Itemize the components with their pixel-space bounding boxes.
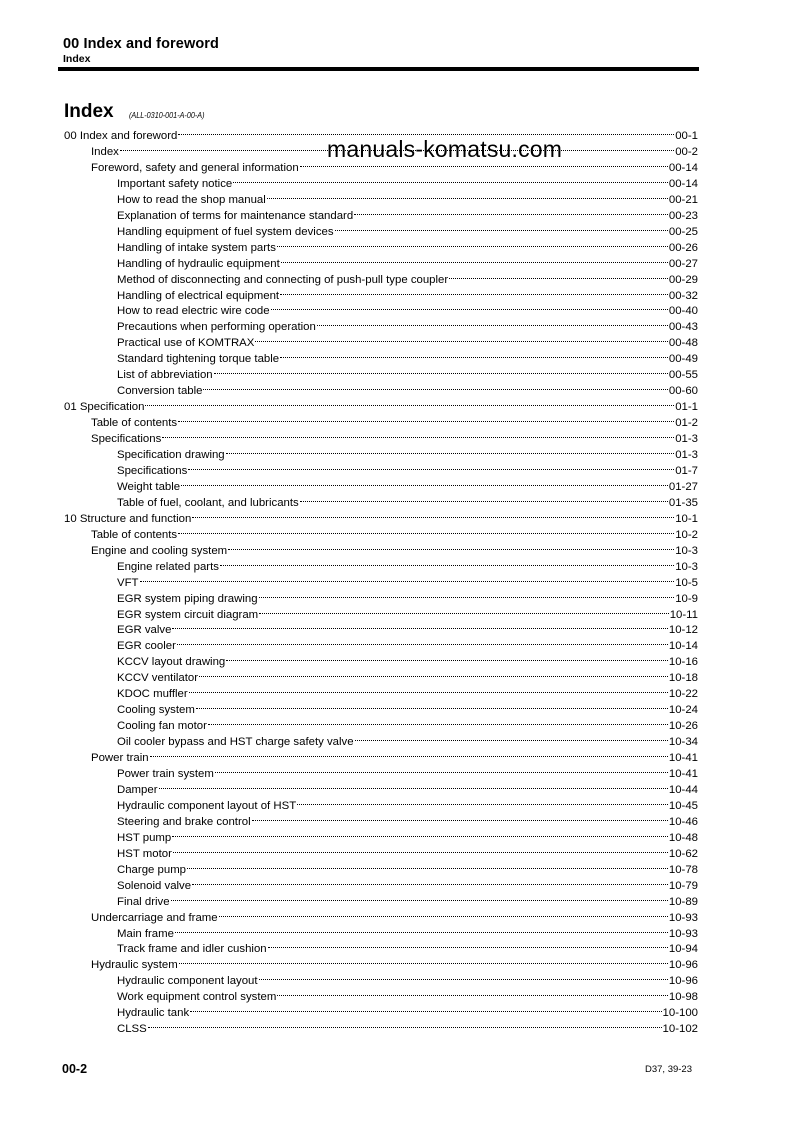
toc-dot-leader <box>189 681 668 697</box>
toc-dot-leader <box>226 442 675 458</box>
toc-entry-title: Foreword, safety and general information <box>91 161 299 174</box>
toc-entry-title: Damper <box>117 783 158 796</box>
toc-entry-title: Undercarriage and frame <box>91 911 218 924</box>
toc-entry-page: 10-14 <box>668 640 698 653</box>
toc-entry-title: HST motor <box>117 847 172 860</box>
toc-entry-title: Practical use of KOMTRAX <box>117 337 255 350</box>
toc-dot-leader <box>220 554 674 570</box>
toc-entry-title: How to read the shop manual <box>117 193 266 206</box>
toc-dot-leader <box>172 825 668 841</box>
toc-entry-page: 00-55 <box>668 369 698 382</box>
toc-entry[interactable] <box>91 905 698 924</box>
watermark: manuals-komatsu.com <box>327 136 563 162</box>
toc-entry-title: EGR system piping drawing <box>117 592 258 605</box>
toc-entry[interactable] <box>64 394 698 414</box>
toc-entry-title: Table of fuel, coolant, and lubricants <box>117 496 299 509</box>
toc-dot-leader <box>449 267 668 283</box>
toc-entry[interactable] <box>91 426 698 446</box>
toc-entry[interactable] <box>117 235 698 254</box>
toc-dot-leader <box>162 426 674 442</box>
toc-entry-page: 00-27 <box>668 257 698 270</box>
toc-entry-title: Power train <box>91 752 149 765</box>
toc-entry[interactable] <box>117 649 698 669</box>
toc-entry-title: VFT <box>117 576 139 589</box>
toc-entry-title: Handling of intake system parts <box>117 241 276 254</box>
toc-entry[interactable] <box>117 1016 698 1036</box>
toc-entry[interactable] <box>117 378 698 398</box>
toc-entry-title: Standard tightening torque table <box>117 353 280 366</box>
toc-entry-title: Hydraulic component layout of HST <box>117 799 297 812</box>
toc-entry[interactable] <box>91 745 698 765</box>
toc-entry-title: Specifications <box>117 464 188 477</box>
toc-entry-title: KDOC muffler <box>117 688 188 701</box>
toc-entry-title: Power train system <box>117 768 214 780</box>
toc-entry-title: Solenoid valve <box>117 879 192 892</box>
toc-entry-page: 00-25 <box>668 225 698 238</box>
toc-dot-leader <box>145 394 674 410</box>
toc-dot-leader <box>190 1000 661 1016</box>
toc-dot-leader <box>171 889 668 905</box>
toc-entry-page: 00-1 <box>675 130 698 142</box>
toc-dot-leader <box>354 203 668 219</box>
toc-entry-title: Steering and brake control <box>117 815 251 828</box>
toc-dot-leader <box>150 745 668 761</box>
toc-entry[interactable] <box>117 968 698 988</box>
toc-entry-page: 10-94 <box>668 943 698 956</box>
toc-entry-title: Specification drawing <box>117 449 225 461</box>
toc-entry-page: 00-26 <box>668 241 698 254</box>
toc-dot-leader <box>178 410 674 426</box>
toc-dot-leader <box>259 968 668 984</box>
toc-entry-page: 10-5 <box>675 576 698 589</box>
toc-dot-leader <box>175 921 668 937</box>
toc-dot-leader <box>281 251 668 267</box>
toc-dot-leader <box>335 219 668 235</box>
toc-entry-page: 00-21 <box>668 193 698 206</box>
toc-entry-page: 10-12 <box>668 624 698 637</box>
toc-entry[interactable] <box>117 617 698 637</box>
footer-page-number: 00-2 <box>62 1062 88 1076</box>
toc-entry-page: 10-18 <box>668 672 698 685</box>
toc-entry-title: 10 Structure and function <box>64 512 192 525</box>
toc-entry-title: HST pump <box>117 831 172 844</box>
toc-entry[interactable] <box>117 474 698 493</box>
toc-dot-leader <box>208 713 668 729</box>
toc-entry-title: Table of contents <box>91 528 178 541</box>
toc-entry[interactable] <box>117 936 698 956</box>
toc-entry[interactable] <box>117 665 698 685</box>
toc-entry[interactable] <box>117 283 698 302</box>
toc-entry-title: List of abbreviation <box>117 369 213 382</box>
toc-entry[interactable] <box>117 873 698 892</box>
toc-entry-page: 10-16 <box>668 656 698 669</box>
toc-entry-page: 00-2 <box>675 145 698 158</box>
toc-entry-page: 10-1 <box>675 512 698 525</box>
toc-entry-title: How to read electric wire code <box>117 305 270 318</box>
toc-entry-title: Handling equipment of fuel system devices <box>117 225 334 238</box>
toc-entry-page: 10-41 <box>668 768 698 780</box>
toc-entry-title: Index <box>91 145 119 158</box>
toc-dot-leader <box>219 905 668 921</box>
toc-entry[interactable] <box>117 761 698 780</box>
toc-entry-page: 10-34 <box>668 736 698 749</box>
toc-entry-page: 01-3 <box>675 433 698 446</box>
toc-dot-leader <box>300 490 668 506</box>
toc-entry[interactable] <box>117 362 698 382</box>
toc-entry-page: 10-24 <box>668 704 698 717</box>
toc-dot-leader <box>297 793 668 809</box>
toc-entry-title: Method of disconnecting and connecting of push-pull type coupler <box>117 273 449 286</box>
toc-entry-title: KCCV layout drawing <box>117 656 226 669</box>
toc-entry-page: 10-102 <box>662 1023 698 1036</box>
toc-entry-page: 00-40 <box>668 305 698 318</box>
toc-entry-page: 00-49 <box>668 353 698 366</box>
toc-entry-page: 10-3 <box>675 544 698 557</box>
toc-entry[interactable] <box>64 506 698 525</box>
toc-dot-leader <box>277 235 668 251</box>
toc-dot-leader <box>214 362 668 378</box>
toc-dot-leader <box>226 649 668 665</box>
toc-entry[interactable] <box>117 825 698 844</box>
toc-entry[interactable] <box>117 681 698 701</box>
toc-entry-title: Explanation of terms for maintenance standard <box>117 209 354 222</box>
toc-entry[interactable] <box>117 251 698 270</box>
toc-entry-title: 01 Specification <box>64 401 145 414</box>
index-heading: Index <box>64 101 114 122</box>
toc-entry[interactable] <box>117 187 698 206</box>
toc-entry-title: Cooling fan motor <box>117 720 207 733</box>
toc-entry-page: 10-46 <box>668 815 698 828</box>
toc-entry[interactable] <box>117 713 698 733</box>
toc-dot-leader <box>355 729 668 745</box>
toc-entry[interactable] <box>117 697 698 717</box>
toc-entry-page: 10-45 <box>668 799 698 812</box>
toc-entry-page: 01-7 <box>675 464 698 477</box>
toc-entry[interactable] <box>117 554 698 573</box>
toc-entry-page: 10-93 <box>668 927 698 940</box>
toc-entry[interactable] <box>117 633 698 653</box>
toc-entry-title: Work equipment control system <box>117 991 277 1004</box>
toc-entry-title: KCCV ventilator <box>117 672 199 685</box>
toc-entry-page: 10-41 <box>668 752 698 765</box>
toc-entry-page: 10-44 <box>668 783 698 796</box>
toc-dot-leader <box>173 841 668 857</box>
toc-entry[interactable] <box>117 346 698 366</box>
toc-entry-title: Hydraulic system <box>91 959 178 972</box>
toc-entry-title: Engine and cooling system <box>91 544 228 557</box>
toc-entry[interactable] <box>117 921 698 940</box>
toc-dot-leader <box>267 187 668 203</box>
toc-dot-leader <box>192 873 668 889</box>
toc-entry-page: 00-14 <box>668 177 698 190</box>
toc-dot-leader <box>196 697 668 713</box>
toc-dot-leader <box>277 984 668 1000</box>
chapter-title: 00 Index and foreword <box>63 36 219 52</box>
toc-entry[interactable] <box>117 809 698 828</box>
toc-entry-page: 00-60 <box>668 385 698 398</box>
toc-entry-page: 10-11 <box>669 608 698 621</box>
toc-entry[interactable] <box>91 952 698 972</box>
toc-entry-page: 10-79 <box>668 879 698 892</box>
toc-dot-leader <box>188 458 674 474</box>
header-divider <box>58 67 699 71</box>
toc-dot-leader <box>148 1016 662 1032</box>
toc-dot-leader <box>177 633 668 649</box>
toc-entry[interactable] <box>117 857 698 876</box>
toc-entry[interactable] <box>117 729 698 749</box>
toc-entry-page: 00-29 <box>668 273 698 286</box>
toc-dot-leader <box>181 474 668 490</box>
toc-entry[interactable] <box>117 570 698 589</box>
toc-entry[interactable] <box>117 841 698 860</box>
toc-entry-page: 10-3 <box>675 560 698 573</box>
toc-entry[interactable] <box>117 1000 698 1020</box>
toc-entry-page: 00-23 <box>668 209 698 222</box>
toc-entry-title: Hydraulic component layout <box>117 975 258 988</box>
section-subtitle: Index <box>63 53 91 65</box>
toc-entry[interactable] <box>91 538 698 557</box>
toc-entry[interactable] <box>91 522 698 541</box>
toc-entry-title: Final drive <box>117 895 170 908</box>
toc-entry-page: 10-22 <box>668 688 698 701</box>
toc-dot-leader <box>199 665 668 681</box>
toc-entry[interactable] <box>117 267 698 286</box>
toc-entry-title: Handling of hydraulic equipment <box>117 257 280 270</box>
toc-entry-title: Conversion table <box>117 385 203 398</box>
toc-dot-leader <box>203 378 667 394</box>
toc-entry-page: 01-35 <box>668 496 698 509</box>
toc-dot-leader <box>172 617 667 633</box>
toc-entry-page: 10-62 <box>668 847 698 860</box>
toc-dot-leader <box>140 570 675 586</box>
toc-entry-page: 00-32 <box>668 289 698 302</box>
toc-entry[interactable] <box>117 490 698 509</box>
toc-entry-page: 01-2 <box>675 417 698 430</box>
toc-entry[interactable] <box>117 203 698 222</box>
toc-entry-page: 10-98 <box>668 991 698 1004</box>
toc-dot-leader <box>187 857 668 873</box>
toc-entry-title: Important safety notice <box>117 177 233 190</box>
toc-entry-title: Main frame <box>117 927 174 940</box>
toc-entry-title: Weight table <box>117 480 181 493</box>
toc-entry-page: 00-48 <box>668 337 698 350</box>
toc-dot-leader <box>259 586 675 602</box>
toc-entry-page: 10-100 <box>662 1007 698 1020</box>
toc-entry-title: EGR valve <box>117 624 172 637</box>
toc-entry-page: 10-96 <box>668 959 698 972</box>
toc-entry-title: EGR cooler <box>117 640 176 653</box>
toc-entry-title: EGR system circuit diagram <box>117 608 259 621</box>
toc-entry-title: Table of contents <box>91 417 178 430</box>
toc-entry-page: 00-14 <box>668 161 698 174</box>
footer-model: D37, 39-23 <box>645 1064 693 1075</box>
toc-entry-page: 00-43 <box>668 321 698 334</box>
toc-entry-title: Precautions when performing operation <box>117 321 316 334</box>
toc-entry-title: Cooling system <box>117 704 195 717</box>
toc-dot-leader <box>233 171 668 187</box>
toc-entry-page: 01-1 <box>675 401 698 414</box>
toc-entry[interactable] <box>117 314 698 334</box>
toc-dot-leader <box>192 506 674 522</box>
toc-entry-title: Engine related parts <box>117 560 219 573</box>
toc-dot-leader <box>317 314 668 330</box>
toc-dot-leader <box>271 298 668 314</box>
toc-entry[interactable] <box>117 777 698 796</box>
toc-dot-leader <box>259 602 669 618</box>
toc-dot-leader <box>280 283 668 299</box>
toc-entry[interactable] <box>117 889 698 908</box>
toc-entry-title: Specifications <box>91 433 162 446</box>
toc-entry-title: Hydraulic tank <box>117 1007 190 1020</box>
toc-dot-leader <box>215 761 668 777</box>
toc-dot-leader <box>179 952 668 968</box>
toc-entry[interactable] <box>117 586 698 605</box>
toc-entry[interactable] <box>117 442 698 461</box>
toc-entry[interactable] <box>117 298 698 318</box>
toc-entry-page: 10-89 <box>668 895 698 908</box>
toc-entry[interactable] <box>117 602 698 621</box>
toc-dot-leader <box>178 522 674 538</box>
toc-entry-title: Track frame and idler cushion <box>117 943 267 956</box>
toc-entry-title: Oil cooler bypass and HST charge safety valve <box>117 736 354 749</box>
toc-entry-page: 10-48 <box>668 831 698 844</box>
toc-entry-page: 10-2 <box>675 528 698 541</box>
toc-entry[interactable] <box>91 410 698 430</box>
toc-entry-page: 10-93 <box>668 911 698 924</box>
toc-entry-page: 10-26 <box>668 720 698 733</box>
toc-entry-title: Charge pump <box>117 863 187 876</box>
toc-entry[interactable] <box>117 793 698 812</box>
toc-entry-page: 01-3 <box>675 449 698 461</box>
toc-entry-page: 10-96 <box>668 975 698 988</box>
toc-entry[interactable] <box>117 458 698 477</box>
toc-dot-leader <box>228 538 674 554</box>
toc-entry[interactable] <box>117 171 698 190</box>
toc-entry-page: 10-9 <box>675 592 698 605</box>
toc-dot-leader <box>280 346 668 362</box>
toc-entry-page: 01-27 <box>668 480 698 493</box>
toc-entry[interactable] <box>117 330 698 350</box>
toc-entry-title: CLSS <box>117 1023 147 1036</box>
index-document-code: (ALL-0310-001-A-00-A) <box>129 110 205 120</box>
toc-entry-page: 10-78 <box>668 863 698 876</box>
toc-dot-leader <box>268 936 668 952</box>
toc-dot-leader <box>159 777 668 793</box>
toc-entry[interactable] <box>117 984 698 1004</box>
toc-entry-title: Handling of electrical equipment <box>117 289 280 302</box>
toc-dot-leader <box>252 809 668 825</box>
toc-entry[interactable] <box>117 219 698 238</box>
toc-entry-title: 00 Index and foreword <box>64 130 178 142</box>
toc-dot-leader <box>255 330 667 346</box>
